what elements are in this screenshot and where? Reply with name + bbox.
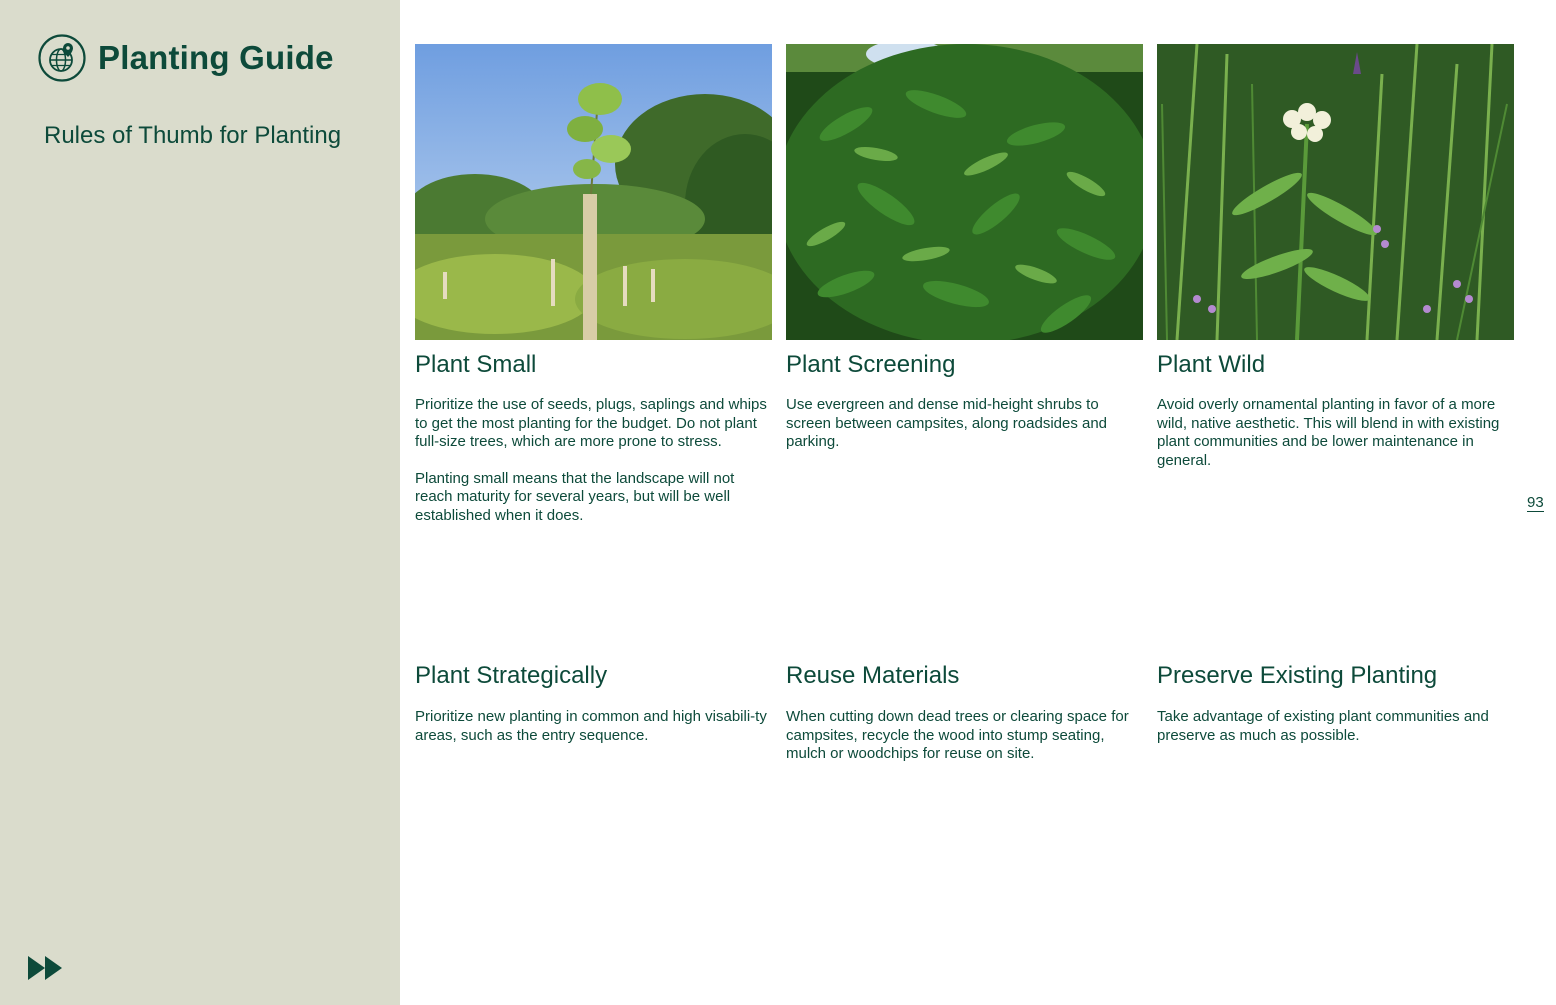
- wildflower-photo: [1157, 44, 1514, 340]
- card-title-plant-small: Plant Small: [415, 351, 537, 378]
- card-paragraph: Prioritize the use of seeds, plugs, saplings and whips to get the most planting for the budget. Do not plant full-size trees, which are more prone to stress.: [415, 396, 767, 450]
- fast-forward-icon[interactable]: [26, 954, 66, 982]
- globe-pin-icon: [38, 34, 86, 82]
- section-subtitle: Rules of Thumb for Planting: [44, 122, 342, 149]
- card-body-reuse-materials: [786, 708, 1144, 782]
- card-title-reuse-materials: Reuse Materials: [786, 662, 960, 689]
- card-paragraph: Prioritize new planting in common and high visabili-ty areas, such as the entry sequence.: [415, 708, 767, 744]
- card-title-plant-wild: Plant Wild: [1157, 351, 1266, 378]
- card-title-plant-strategically: Plant Strategically: [415, 662, 608, 689]
- card-body-preserve-existing-planting: [1157, 708, 1515, 763]
- page-title: Planting Guide: [98, 39, 334, 76]
- card-body-plant-wild: [1157, 396, 1515, 488]
- card-body-plant-small: [415, 396, 773, 543]
- card-title-preserve-existing-planting: Preserve Existing Planting: [1157, 662, 1438, 689]
- card-paragraph: Avoid overly ornamental planting in favor of a more wild, native aesthetic. This will blend in with existing plant communities and be lower maintenance in general.: [1157, 396, 1500, 469]
- page-number[interactable]: 93: [1527, 494, 1544, 511]
- card-body-plant-screening: [786, 396, 1144, 470]
- shrub-hedge-photo: [786, 44, 1143, 340]
- card-body-plant-strategically: [415, 708, 773, 763]
- brand: [38, 34, 334, 82]
- card-paragraph: Take advantage of existing plant communities and preserve as much as possible.: [1157, 708, 1489, 744]
- card-paragraph: Use evergreen and dense mid-height shrubs to screen between campsites, along roadsides and parking.: [786, 396, 1108, 450]
- sidebar: [0, 0, 400, 1005]
- card-paragraph: Planting small means that the landscape will not reach maturity for several years, but will be well established when it does.: [415, 469, 735, 524]
- card-paragraph: When cutting down dead trees or clearing space for campsites, recycle the wood into stump seating, mulch or woodchips for reuse on site.: [786, 708, 1129, 762]
- card-title-plant-screening: Plant Screening: [786, 351, 956, 378]
- sapling-photo: [415, 44, 772, 340]
